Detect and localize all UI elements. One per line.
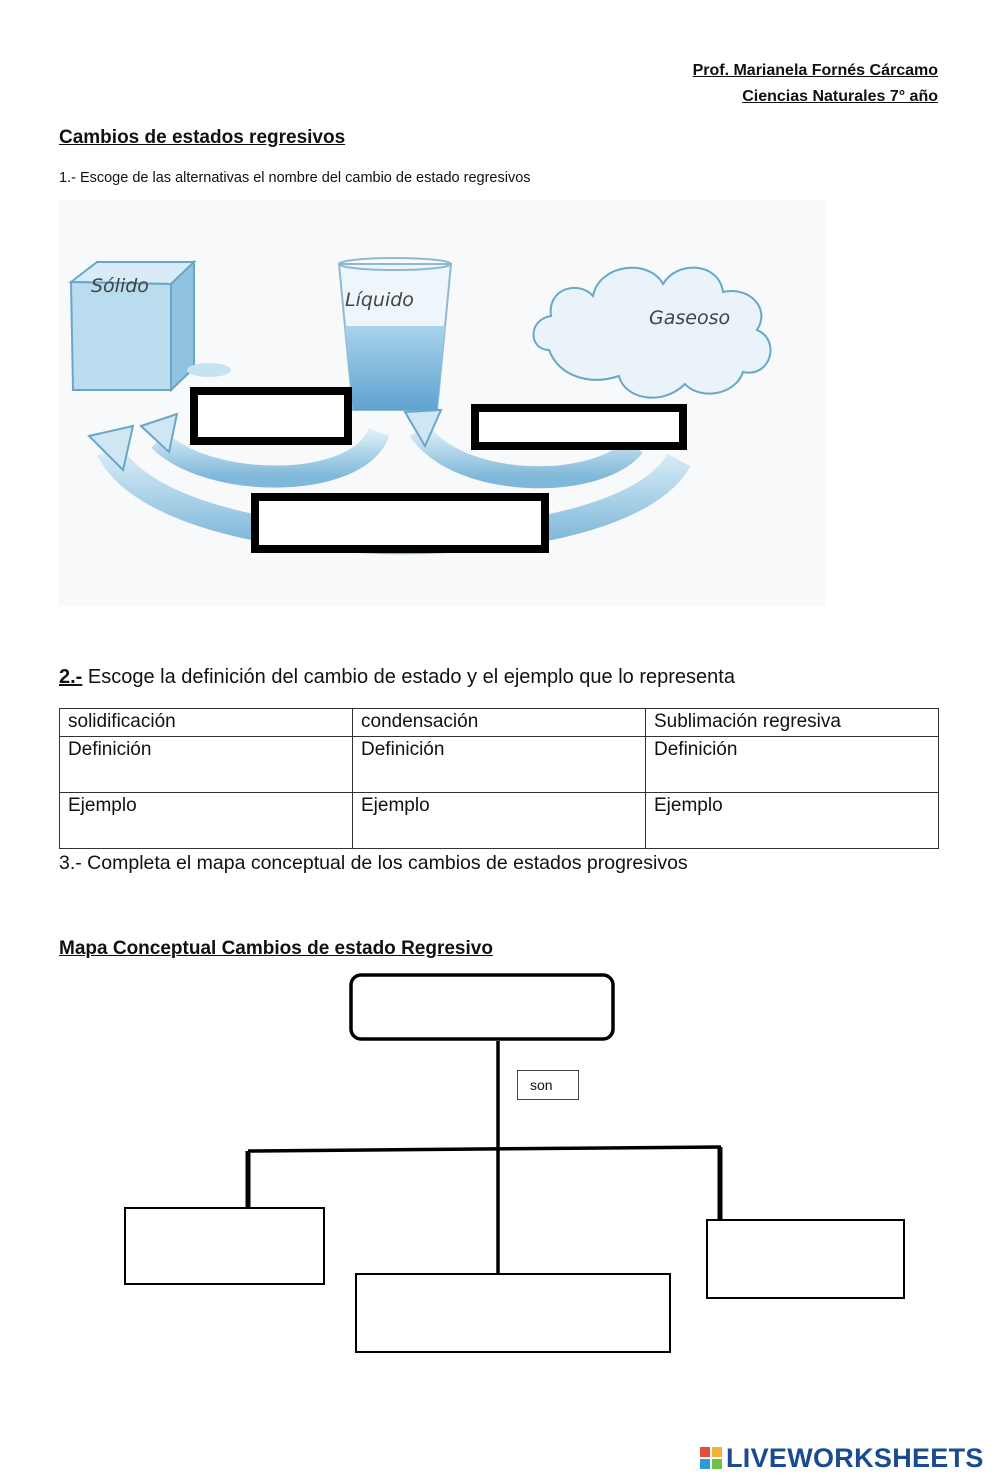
example-cell[interactable]: Ejemplo: [353, 793, 646, 849]
question-2-number: 2.-: [59, 666, 83, 688]
states-illustration: [59, 200, 825, 606]
definition-cell[interactable]: Definición: [646, 737, 939, 793]
label-liquid: Líquido: [345, 289, 414, 311]
definition-cell[interactable]: Definición: [353, 737, 646, 793]
subject-line: Ciencias Naturales 7° año: [742, 88, 938, 105]
definition-cell[interactable]: Definición: [60, 737, 353, 793]
table-header-condensation: condensación: [353, 709, 646, 737]
liveworksheets-logo-icon: [700, 1447, 722, 1469]
example-cell[interactable]: Ejemplo: [646, 793, 939, 849]
logo-text: LIVEWORKSHEETS: [726, 1443, 984, 1473]
example-cell[interactable]: Ejemplo: [60, 793, 353, 849]
table-header-solidification: solidificación: [60, 709, 353, 737]
definitions-table: [59, 708, 939, 849]
label-solid: Sólido: [91, 275, 149, 297]
concept-map-right-box[interactable]: [707, 1220, 904, 1298]
concept-map-top-box[interactable]: [351, 975, 613, 1039]
label-gas: Gaseoso: [649, 307, 731, 329]
answer-box-1[interactable]: [194, 391, 348, 441]
concept-map: [0, 960, 1000, 1370]
question-2: [59, 666, 735, 689]
concept-map-left-box[interactable]: [125, 1208, 324, 1284]
question-1: 1.- Escoge de las alternativas el nombre del cambio de estado regresivos: [59, 170, 531, 186]
worksheet-title: Cambios de estados regresivos: [59, 127, 346, 148]
question-3: 3.- Completa el mapa conceptual de los cambios de estados progresivos: [59, 852, 688, 874]
water-glass-icon: [339, 258, 451, 410]
question-2-text: Escoge la definición del cambio de estado y el ejemplo que lo representa: [82, 666, 735, 688]
teacher-name: Prof. Marianela Fornés Cárcamo: [692, 62, 938, 79]
liveworksheets-logo: [700, 1443, 984, 1474]
answer-box-2[interactable]: [475, 408, 683, 446]
concept-map-title: Mapa Conceptual Cambios de estado Regresivo: [59, 938, 493, 959]
concept-map-center-box[interactable]: [356, 1274, 670, 1352]
connector-label: son: [517, 1070, 579, 1100]
answer-box-3[interactable]: [255, 497, 545, 549]
table-header-sublimation: Sublimación regresiva: [646, 709, 939, 737]
